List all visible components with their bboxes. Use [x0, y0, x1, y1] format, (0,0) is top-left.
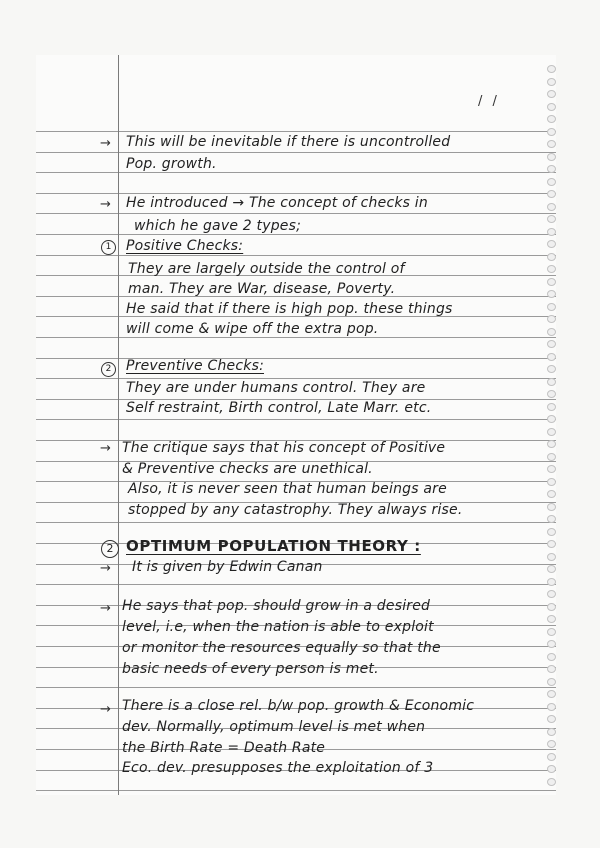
note-line: dev. Normally, optimum level is met when: [122, 719, 426, 735]
binding-hole: [547, 703, 556, 711]
note-line: man. They are War, disease, Poverty.: [128, 281, 396, 297]
ruled-line: [36, 255, 556, 256]
binding-hole: [547, 565, 556, 573]
binding-hole: [547, 353, 556, 361]
note-line: It is given by Edwin Canan: [132, 559, 323, 575]
binding-hole: [547, 328, 556, 336]
binding-hole: [547, 553, 556, 561]
binding-hole: [547, 315, 556, 323]
ruled-line: [36, 687, 556, 688]
binding-hole: [547, 728, 556, 736]
binding-hole: [547, 215, 556, 223]
binding-hole: [547, 490, 556, 498]
ruled-line: [36, 358, 556, 359]
binding-hole: [547, 753, 556, 761]
binding-hole: [547, 478, 556, 486]
section-marker: 2: [101, 540, 119, 558]
arrow-icon: →: [100, 702, 111, 717]
note-line: Self restraint, Birth control, Late Marr. etc.: [126, 400, 432, 416]
binding-hole: [547, 365, 556, 373]
note-line: Also, it is never seen that human beings are: [128, 481, 447, 497]
binding-hole: [547, 590, 556, 598]
binding-hole: [547, 165, 556, 173]
binding-hole: [547, 65, 556, 73]
binding-hole: [547, 665, 556, 673]
note-line: & Preventive checks are unethical.: [122, 461, 373, 477]
binding-hole: [547, 265, 556, 273]
binding-hole: [547, 503, 556, 511]
binding-hole: [547, 153, 556, 161]
note-line: They are under humans control. They are: [126, 380, 426, 396]
binding-hole: [547, 453, 556, 461]
binding-hole: [547, 415, 556, 423]
binding-hole: [547, 603, 556, 611]
arrow-icon: →: [100, 561, 111, 576]
note-line: which he gave 2 types;: [134, 218, 302, 234]
note-line: stopped by any catastrophy. They always rise.: [128, 502, 463, 518]
binding-hole: [547, 628, 556, 636]
binding-hole: [547, 303, 556, 311]
note-line: Eco. dev. presupposes the exploitation of 3: [122, 760, 434, 776]
binding-hole: [547, 715, 556, 723]
note-line: will come & wipe off the extra pop.: [126, 321, 379, 337]
binding-hole: [547, 528, 556, 536]
section-title: OPTIMUM POPULATION THEORY :: [126, 537, 421, 555]
note-line: level, i.e, when the nation is able to exploit: [122, 619, 434, 635]
arrow-icon: →: [100, 197, 111, 212]
ruled-line: [36, 234, 556, 235]
ruled-line: [36, 131, 556, 132]
binding-hole: [547, 115, 556, 123]
ruled-line: [36, 378, 556, 379]
binding-hole: [547, 578, 556, 586]
ruled-line: [36, 522, 556, 523]
binding-hole: [547, 240, 556, 248]
binding-hole: [547, 78, 556, 86]
note-line: They are largely outside the control of: [128, 261, 405, 277]
subheading-positive-checks: Positive Checks:: [126, 238, 244, 254]
binding-hole: [547, 90, 556, 98]
binding-hole: [547, 465, 556, 473]
binding-hole: [547, 440, 556, 448]
arrow-icon: →: [100, 441, 111, 456]
ruled-line: [36, 172, 556, 173]
binding-hole: [547, 253, 556, 261]
note-line: basic needs of every person is met.: [122, 661, 379, 677]
binding-hole: [547, 403, 556, 411]
binding-hole: [547, 128, 556, 136]
binding-hole: [547, 340, 556, 348]
binding-hole: [547, 678, 556, 686]
binding-hole: [547, 190, 556, 198]
binding-hole: [547, 178, 556, 186]
binding-hole: [547, 278, 556, 286]
note-line: He said that if there is high pop. these things: [126, 301, 453, 317]
binding-hole: [547, 290, 556, 298]
binding-hole: [547, 378, 556, 386]
date-field: / /: [478, 94, 500, 109]
ruled-line: [36, 213, 556, 214]
section-marker: 2: [101, 362, 116, 377]
binding-hole: [547, 653, 556, 661]
note-line: This will be inevitable if there is uncontrolled: [126, 134, 451, 150]
note-line: the Birth Rate = Death Rate: [122, 740, 326, 756]
paper-sheet: [36, 55, 556, 795]
margin-line: [118, 55, 119, 795]
ruled-line: [36, 790, 556, 791]
section-marker: 1: [101, 240, 116, 255]
note-line: He says that pop. should grow in a desired: [122, 598, 431, 614]
binding-hole: [547, 140, 556, 148]
binding-holes: [544, 55, 558, 795]
binding-hole: [547, 540, 556, 548]
binding-hole: [547, 740, 556, 748]
ruled-line: [36, 419, 556, 420]
binding-hole: [547, 103, 556, 111]
note-line: He introduced → The concept of checks in: [126, 195, 428, 211]
note-line: Pop. growth.: [126, 156, 217, 172]
note-line: or monitor the resources equally so that the: [122, 640, 441, 656]
binding-hole: [547, 778, 556, 786]
ruled-line: [36, 337, 556, 338]
binding-hole: [547, 640, 556, 648]
ruled-line: [36, 584, 556, 585]
binding-hole: [547, 690, 556, 698]
arrow-icon: →: [100, 136, 111, 151]
binding-hole: [547, 428, 556, 436]
binding-hole: [547, 765, 556, 773]
note-line: The critique says that his concept of Positive: [122, 440, 446, 456]
binding-hole: [547, 390, 556, 398]
subheading-preventive-checks: Preventive Checks:: [126, 358, 264, 374]
ruled-line: [36, 193, 556, 194]
binding-hole: [547, 615, 556, 623]
arrow-icon: →: [100, 601, 111, 616]
binding-hole: [547, 515, 556, 523]
binding-hole: [547, 228, 556, 236]
note-line: There is a close rel. b/w pop. growth & Economic: [122, 698, 475, 714]
binding-hole: [547, 203, 556, 211]
ruled-line: [36, 152, 556, 153]
